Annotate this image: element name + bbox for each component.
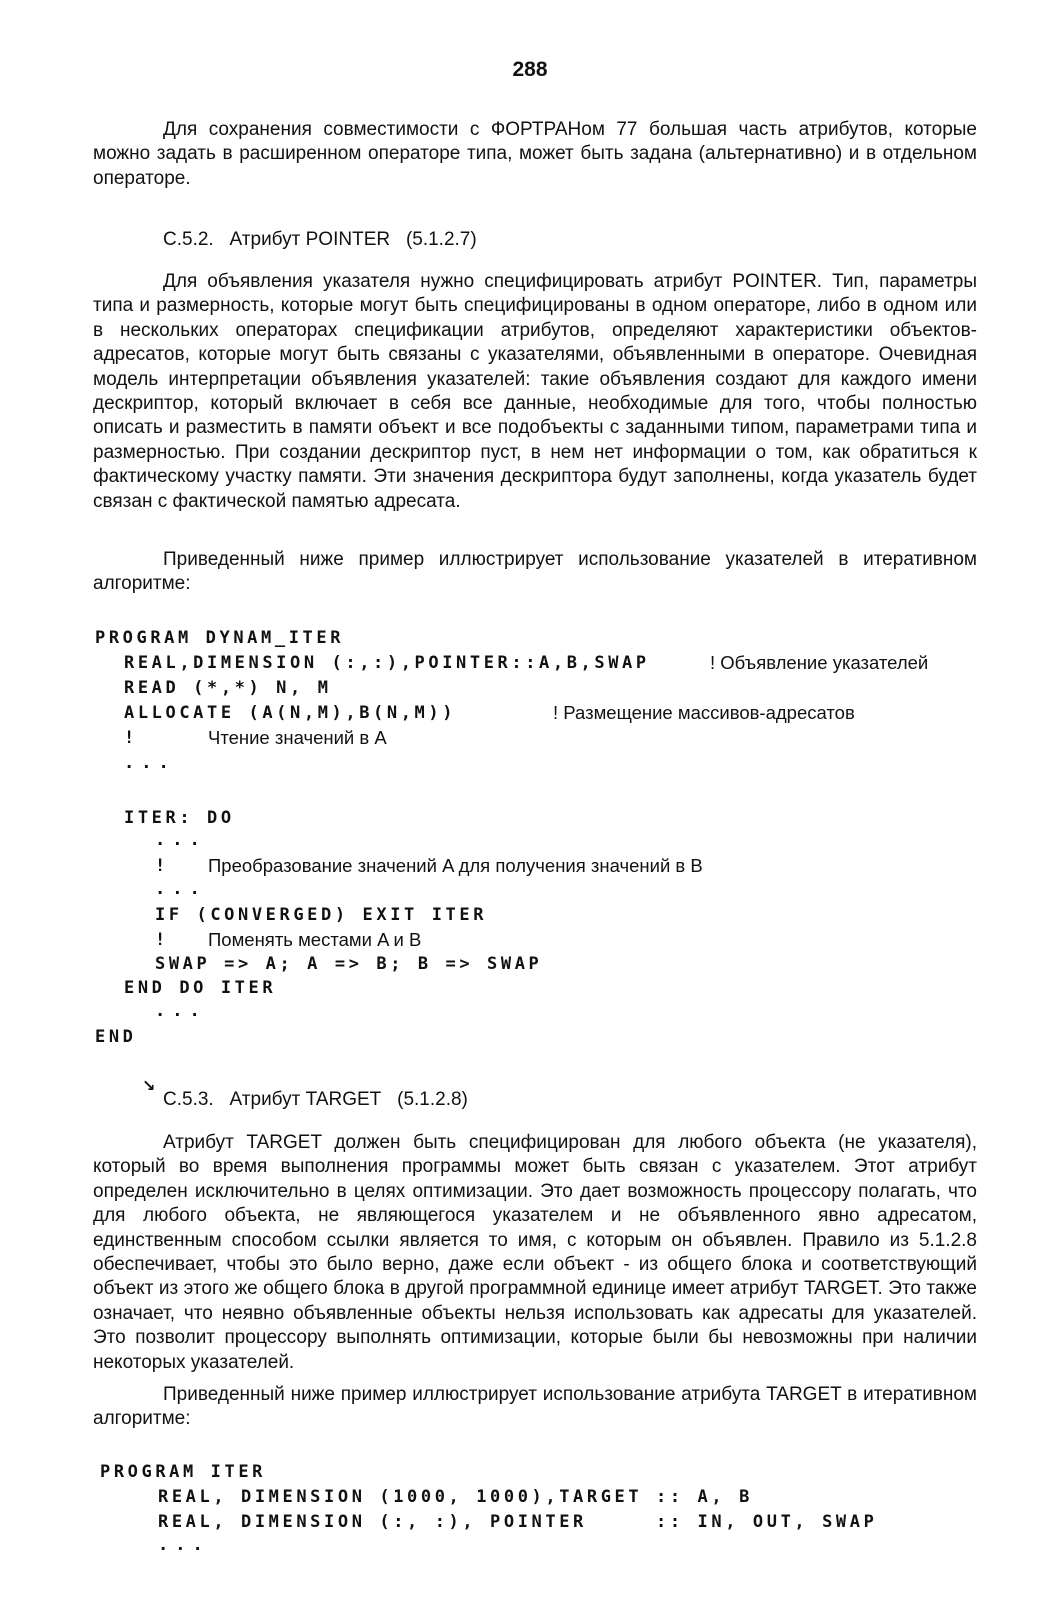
- code-line: END: [95, 1027, 137, 1047]
- code-ellipsis: ...: [155, 879, 207, 899]
- code-line: END DO ITER: [124, 978, 277, 998]
- section-heading-pointer: [163, 229, 477, 251]
- code-ellipsis: ...: [158, 1535, 210, 1555]
- code-comment: Поменять местами A и B: [208, 929, 422, 950]
- section-heading-target: [163, 1089, 468, 1111]
- section-ref: (5.1.2.8): [397, 1089, 468, 1110]
- code-line: REAL, DIMENSION (:, :), POINTER :: IN, OUT, SWAP: [158, 1512, 878, 1532]
- paragraph-pointer-description: [93, 270, 977, 514]
- code-comment: ! Размещение массивов-адресатов: [553, 702, 855, 723]
- code-line: IF (CONVERGED) EXIT ITER: [155, 905, 488, 925]
- code-line: PROGRAM ITER: [100, 1462, 267, 1482]
- paragraph-target-description: [93, 1131, 977, 1375]
- paragraph-text: Для объявления указателя нужно специфицировать атрибут POINTER. Тип, параметры типа и размерность, которые могут быть специфицированы в одном операторе, либо в одном или в нескольких операторах спецификации атрибутов, определяют характеристики объектов-адресатов, которые могут быть связаны с указателями, объявленными в операторе. Очевидная модель интерпретации объявления указателей: такие объявления создают для каждого имени дескриптор, который включает в себя все данные, необходимые для того, чтобы полностью описать и разместить в памяти объект и все подобъекты с заданными типом, параметрами типа и размерностью. При создании дескриптор пуст, в нем нет информации о том, как обратиться к фактическому участку памяти. Эти значения дескриптора будут заполнены, когда указатель будет связан с фактической памятью адресата.: [93, 271, 977, 512]
- code-ellipsis: ...: [155, 1001, 207, 1021]
- section-title: Атрибут POINTER: [229, 229, 391, 250]
- paragraph-example-intro: [93, 548, 977, 597]
- paragraph-text: Для сохранения совместимости с ФОРТРАНом 77 большая часть атрибутов, которые можно задать в расширенном операторе типа, может быть задана (альтернативно) и в отдельном операторе.: [93, 119, 977, 189]
- section-number: C.5.3.: [163, 1089, 214, 1110]
- code-comment: Преобразование значений A для получения значений в B: [208, 855, 703, 876]
- code-ellipsis: ...: [124, 753, 176, 773]
- code-line: REAL, DIMENSION (1000, 1000),TARGET :: A, B: [158, 1487, 753, 1507]
- page-number: 288: [512, 58, 548, 81]
- code-line: !: [155, 930, 169, 950]
- code-line: READ (*,*) N, M: [124, 678, 332, 698]
- margin-mark-icon: ↘: [142, 1078, 156, 1095]
- code-line: REAL,DIMENSION (:,:),POINTER::A,B,SWAP: [124, 653, 650, 673]
- paragraph-text: Приведенный ниже пример иллюстрирует использование указателей в итеративном алгоритме:: [93, 549, 977, 595]
- code-line: PROGRAM DYNAM_ITER: [95, 628, 345, 648]
- paragraph-text: Атрибут TARGET должен быть специфицирован для любого объекта (не указателя), который во время выполнения программы может быть связан с указателем. Этот атрибут определен исключительно в целях оптимизации. Это дает возможность процессору полагать, что для любого объекта, не являющегося указателем и не объявленного явно адресатом, единственным способом ссылки является то имя, с которым он объявлен. Правило из 5.1.2.8 обеспечивает, чтобы это было верно, даже если объект - из общего блока и соответствующий объект из этого же общего блока в другой программной единице имеет атрибут TARGET. Это также означает, что неявно объявленные объекты нельзя использовать как адресаты для указателей. Это позволит процессору выполнять оптимизации, которые были бы невозможны при наличии некоторых указателей.: [93, 1132, 977, 1373]
- code-comment: ! Объявление указателей: [710, 652, 929, 673]
- paragraph-compatibility: [93, 118, 977, 191]
- section-title: Атрибут TARGET: [229, 1089, 382, 1110]
- code-line: ALLOCATE (A(N,M),B(N,M)): [124, 703, 457, 723]
- code-line: SWAP => A; A => B; B => SWAP: [155, 954, 543, 974]
- code-comment: Чтение значений в A: [208, 727, 387, 748]
- code-line: !: [155, 856, 169, 876]
- section-number: C.5.2.: [163, 229, 214, 250]
- code-ellipsis: ...: [155, 830, 207, 850]
- section-ref: (5.1.2.7): [405, 229, 477, 250]
- paragraph-target-example-intro: [93, 1383, 977, 1432]
- code-line: ITER: DO: [124, 808, 235, 828]
- code-line: !: [124, 728, 138, 748]
- paragraph-text: Приведенный ниже пример иллюстрирует использование атрибута TARGET в итеративном алгоритме:: [93, 1384, 977, 1430]
